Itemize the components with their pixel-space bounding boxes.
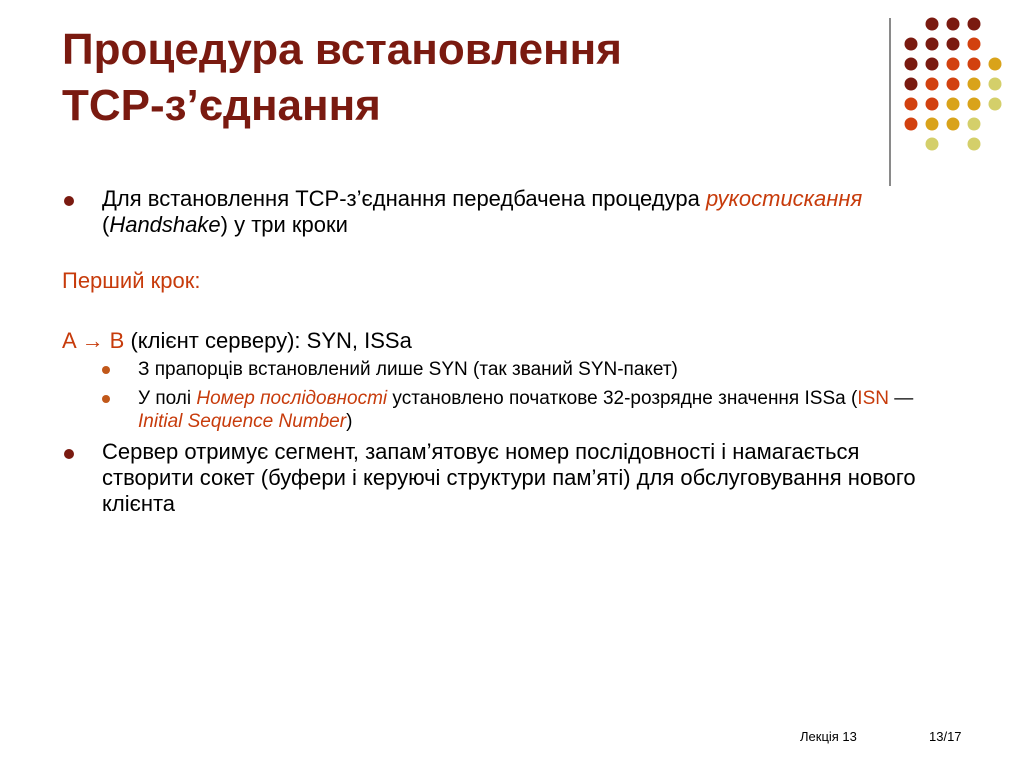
sub-bullet-syn — [62, 358, 942, 381]
bullet-server — [62, 439, 942, 517]
step-heading: Перший крок: — [62, 268, 201, 293]
decorative-dot — [926, 38, 939, 51]
sub-bullet-text: З прапорців встановлений лише SYN (так званий SYN-пакет) — [138, 359, 678, 380]
decorative-dot — [968, 38, 981, 51]
sub-bullet-text: ) — [346, 411, 353, 432]
decorative-dot — [968, 118, 981, 131]
decorative-dot — [947, 118, 960, 131]
bullet-text: Для встановлення TCP-з’єднання передбачена процедура — [102, 186, 706, 211]
isn-term: ISN — [857, 388, 889, 409]
decorative-dot — [926, 18, 939, 31]
isn-expansion: Initial Sequence Number — [138, 411, 347, 432]
decorative-dot — [968, 58, 981, 71]
footer-lecture: Лекція 13 — [800, 729, 857, 744]
decorative-dot-grid — [900, 14, 1016, 164]
handshake-english: Handshake — [109, 212, 221, 237]
bullet-text: ) у три кроки — [220, 212, 348, 237]
bullet-text: ( — [102, 212, 110, 237]
step-text: (клієнт серверу): SYN, ISSa — [124, 328, 412, 353]
decorative-dot — [926, 138, 939, 151]
decorative-dot — [947, 38, 960, 51]
decorative-dot — [926, 78, 939, 91]
title-line-2: TCP-з’єднання — [62, 81, 381, 130]
handshake-term: рукостискання — [705, 186, 863, 211]
bullet-marker — [64, 196, 74, 206]
decorative-dot — [947, 98, 960, 111]
footer-page-number: 13/17 — [929, 729, 962, 744]
sub-bullet-text: — — [888, 388, 914, 409]
decorative-dot — [989, 98, 1002, 111]
sub-bullet-text: У полі — [138, 388, 197, 409]
decorative-dot — [968, 138, 981, 151]
sub-bullet-isn — [62, 387, 942, 433]
decorative-dot — [905, 38, 918, 51]
decorative-dot — [926, 118, 939, 131]
decorative-dot — [968, 78, 981, 91]
slide-body — [62, 186, 942, 517]
step-direction: A → B — [62, 328, 125, 353]
decorative-dot — [905, 98, 918, 111]
sub-bullet-marker — [102, 366, 110, 374]
step-line — [62, 328, 942, 354]
bullet-marker — [64, 449, 74, 459]
sub-bullet-text: установлено початкове 32-розрядне значення ISSa ( — [387, 388, 858, 409]
vertical-divider — [889, 18, 891, 186]
decorative-dot — [989, 58, 1002, 71]
decorative-dot — [947, 78, 960, 91]
title-line-1: Процедура встановлення — [62, 25, 622, 74]
decorative-dot — [947, 58, 960, 71]
decorative-dot — [989, 78, 1002, 91]
decorative-dot — [905, 78, 918, 91]
decorative-dot — [905, 118, 918, 131]
decorative-dot — [947, 18, 960, 31]
sub-bullet-marker — [102, 395, 110, 403]
bullet-handshake — [62, 186, 942, 238]
decorative-dot — [926, 98, 939, 111]
decorative-dot — [968, 18, 981, 31]
decorative-dot — [905, 58, 918, 71]
decorative-dot — [968, 98, 981, 111]
slide-title — [62, 22, 862, 134]
bullet-text: Сервер отримує сегмент, запам’ятовує номер послідовності і намагається створити сокет (буфери і керуючі структури пам’яті) для обслуговування нового клієнта — [102, 439, 916, 516]
decorative-dot — [926, 58, 939, 71]
sequence-number-term: Номер послідовності — [196, 388, 388, 409]
